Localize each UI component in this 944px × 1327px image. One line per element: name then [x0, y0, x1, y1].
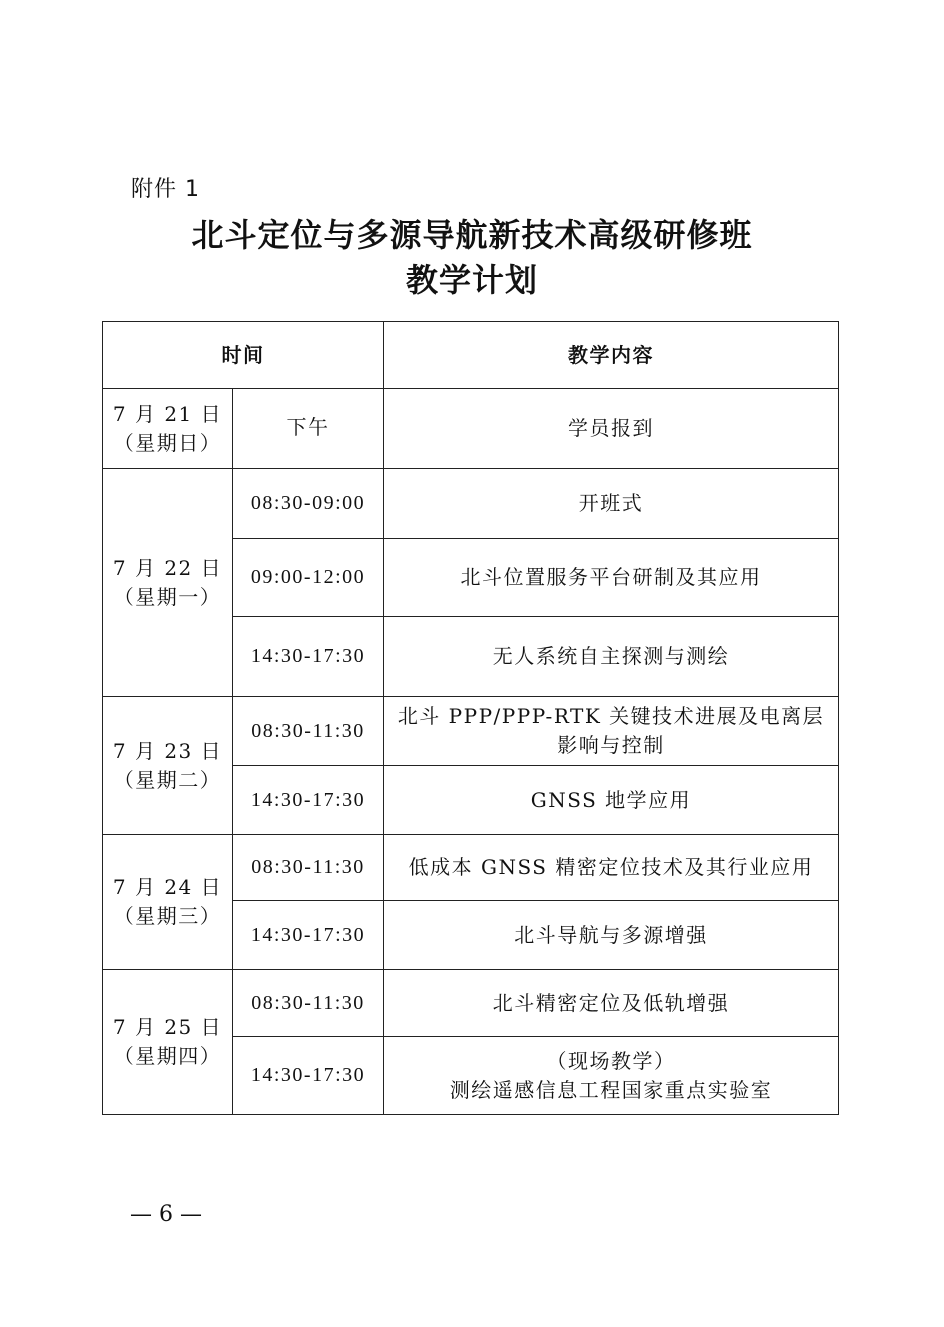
document-title: 北斗定位与多源导航新技术高级研修班 — [191, 216, 753, 254]
table-row — [103, 835, 839, 901]
attachment-label: 附件 1 — [131, 177, 200, 202]
schedule-table — [102, 321, 839, 1115]
content-line: 开班式 — [578, 491, 644, 515]
content-cell — [384, 835, 839, 901]
time-cell: 08:30-11:30 — [233, 697, 384, 766]
header-content: 教学内容 — [384, 322, 839, 389]
content-line: 北斗导航与多源增强 — [514, 922, 708, 947]
date-text: 7 月 21 日 — [112, 401, 223, 426]
document-subtitle: 教学计划 — [405, 261, 538, 299]
content-cell — [384, 901, 839, 970]
time-cell: 09:00-12:00 — [233, 539, 384, 617]
content-cell — [384, 766, 839, 835]
date-text: 7 月 25 日 — [112, 1015, 223, 1039]
header-time: 时间 — [103, 322, 384, 389]
content-line: 北斗精密定位及低轨增强 — [492, 990, 730, 1015]
table-row — [103, 697, 839, 766]
content-cell — [384, 469, 839, 539]
date-text: 7 月 24 日 — [112, 875, 223, 899]
table-row — [103, 469, 839, 539]
content-line: GNSS 地学应用 — [530, 787, 692, 812]
schedule-body — [103, 389, 839, 1115]
date-text: 7 月 22 日 — [112, 555, 223, 580]
date-cell — [103, 697, 233, 835]
date-cell — [103, 835, 233, 970]
content-line: 北斗位置服务平台研制及其应用 — [460, 565, 762, 589]
time-cell: 08:30-11:30 — [233, 970, 384, 1037]
time-cell: 14:30-17:30 — [233, 617, 384, 697]
content-cell — [384, 970, 839, 1037]
page-number: — 6 — — [130, 1202, 202, 1227]
time-cell: 14:30-17:30 — [233, 901, 384, 970]
content-line: 影响与控制 — [557, 733, 665, 757]
weekday-text: （星期二） — [113, 767, 222, 792]
time-cell: 08:30-11:30 — [233, 835, 384, 901]
date-cell — [103, 389, 233, 469]
content-cell — [384, 389, 839, 469]
content-line: 低成本 GNSS 精密定位技术及其行业应用 — [408, 855, 814, 879]
content-line: 测绘遥感信息工程国家重点实验室 — [449, 1077, 773, 1102]
content-line: 学员报到 — [568, 416, 654, 440]
weekday-text: （星期一） — [113, 584, 222, 609]
content-line: 北斗 PPP/PPP-RTK 关键技术进展及电离层 — [397, 704, 825, 728]
content-cell — [384, 697, 839, 766]
table-row — [103, 970, 839, 1037]
content-cell — [384, 1037, 839, 1115]
table-row — [103, 389, 839, 469]
time-cell: 08:30-09:00 — [233, 469, 384, 539]
weekday-text: （星期四） — [113, 1044, 222, 1068]
content-line: 无人系统自主探测与测绘 — [492, 644, 730, 668]
date-cell — [103, 469, 233, 697]
time-cell: 14:30-17:30 — [233, 1037, 384, 1115]
weekday-text: （星期日） — [113, 430, 222, 455]
time-cell: 下午 — [233, 389, 384, 469]
weekday-text: （星期三） — [113, 904, 222, 928]
table-header-row — [103, 322, 839, 389]
date-text: 7 月 23 日 — [112, 738, 223, 763]
content-line: （现场教学） — [546, 1048, 676, 1073]
date-cell — [103, 970, 233, 1115]
time-cell: 14:30-17:30 — [233, 766, 384, 835]
content-cell — [384, 539, 839, 617]
content-cell — [384, 617, 839, 697]
